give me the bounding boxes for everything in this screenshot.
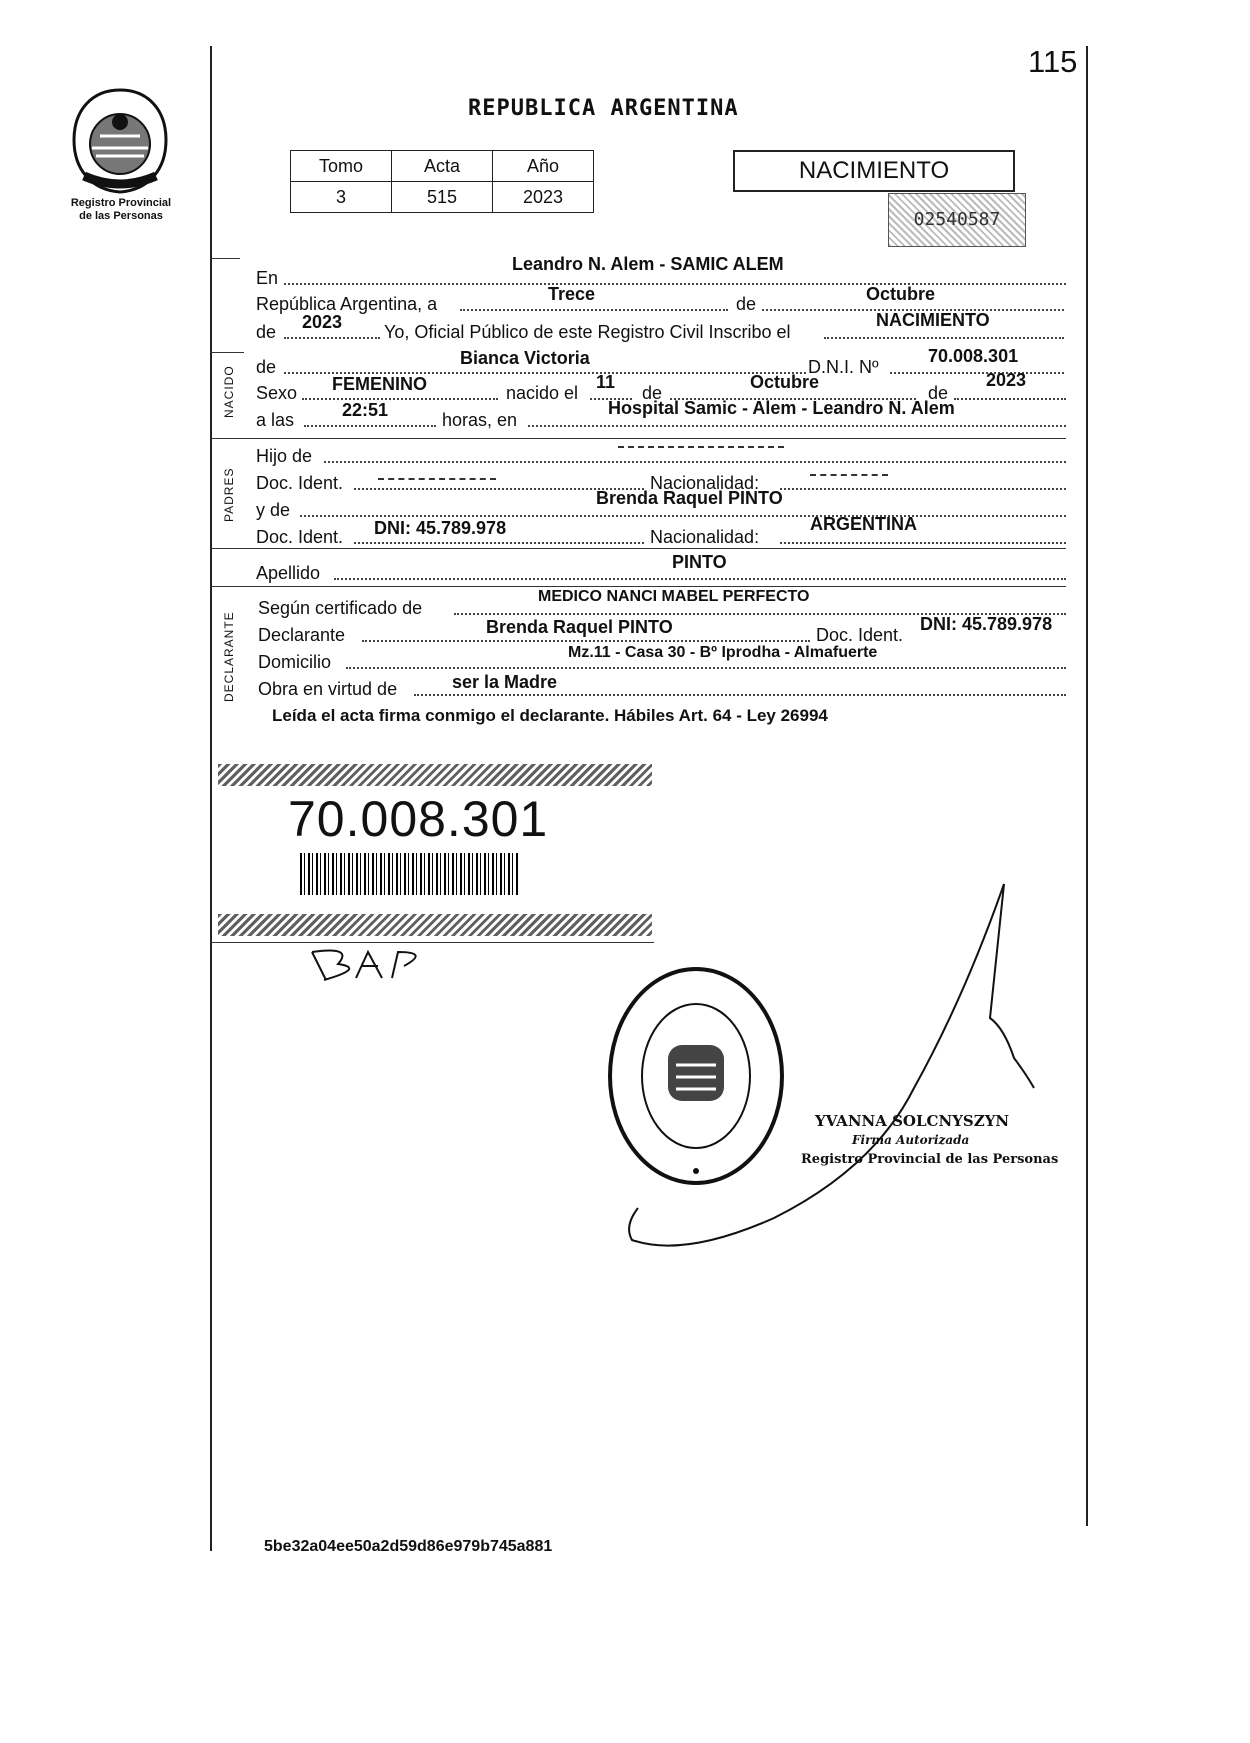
birth-place: Hospital Samic - Alem - Leandro N. Alem [608,398,955,418]
stamp-big-number: 70.008.301 [288,791,549,847]
dotted-line [302,398,498,400]
section-rule [210,352,244,353]
nacido-de-label: de [256,357,277,377]
signer-role: Firma Autorizada [852,1133,970,1147]
dotted-line [460,309,728,311]
acta-header: Acta [392,151,493,182]
registration-month: Octubre [866,284,936,304]
horas-label: horas, en [442,410,518,430]
birth-time: 22:51 [342,400,389,420]
dotted-line [304,425,436,427]
initials-signature [306,944,436,986]
dotted-line [890,372,1064,374]
dotted-line [346,667,1066,669]
dotted-line [300,515,1066,517]
y-de-label: y de [256,500,291,520]
dni-label: D.N.I. Nº [808,357,879,377]
de-label: de [736,294,757,314]
declarante-section-label: DECLARANTE [222,611,236,702]
apellido-label: Apellido [256,563,321,583]
declarante-value: Brenda Raquel PINTO [486,617,673,637]
blank-strike [378,478,496,480]
obra-label: Obra en virtud de [258,679,398,699]
agency-caption [56,197,186,223]
birth-month: Octubre [750,372,820,392]
security-band [218,764,652,786]
mother-nationality-label: Nacionalidad: [650,527,760,547]
declarante-doc-value: DNI: 45.789.978 [920,614,1053,634]
de-year-label: de [256,322,277,342]
apellido-value: PINTO [672,552,727,572]
top-left-rule [210,258,240,259]
register-table [290,150,594,213]
registry-place: Leandro N. Alem - SAMIC ALEM [512,254,784,274]
oficial-label: Yo, Oficial Público de este Registro Civil Inscribo el [384,322,791,342]
domicilio-value: Mz.11 - Casa 30 - Bº Iprodha - Almafuerte [568,644,878,661]
hijo-de-label: Hijo de [256,446,313,466]
right-margin-line [1086,46,1088,1526]
handwritten-signature [624,878,1064,1278]
cert-value: MEDICO NANCI MABEL PERFECTO [538,588,810,605]
country-title: REPUBLICA ARGENTINA [468,96,739,121]
tomo-header: Tomo [291,151,392,182]
document-hash: 5be32a04ee50a2d59d86e979b745a881 [264,1538,553,1555]
father-doc-label: Doc. Ident. [256,473,344,493]
birth-year: 2023 [986,370,1027,390]
anio-value: 2023 [493,182,594,213]
dotted-line [284,283,1066,285]
mother-name: Brenda Raquel PINTO [596,488,783,508]
obra-value: ser la Madre [452,672,558,692]
section-rule [210,586,1066,587]
barcode [300,853,518,895]
birth-day: 11 [596,372,616,392]
dotted-line [780,488,1066,490]
dotted-line [824,337,1064,339]
page-number: 115 [1028,44,1078,79]
child-name: Bianca Victoria [460,348,590,368]
stamp-rule [210,942,654,943]
register-header-row [291,151,594,182]
dotted-line [284,337,380,339]
registration-day: Trece [548,284,596,304]
section-rule [210,438,1066,439]
child-dni: 70.008.301 [928,346,1019,366]
mother-doc-label: Doc. Ident. [256,527,344,547]
signer-organization: Registro Provincial de las Personas [801,1152,1059,1167]
registration-record-type: NACIMIENTO [876,310,990,330]
dotted-line [954,398,1066,400]
mother-doc: DNI: 45.789.978 [374,518,507,538]
dotted-line [354,542,644,544]
section-rule [210,548,1066,549]
registration-year: 2023 [302,312,343,332]
republic-label: República Argentina, a [256,294,438,314]
padres-section-label: PADRES [222,467,236,522]
province-logo [70,86,170,196]
closing-note: Leída el acta firma conmigo el declarante. Hábiles Art. 64 - Ley 26994 [272,706,828,725]
dotted-line [324,461,1066,463]
acta-value: 515 [392,182,493,213]
blank-strike [618,446,784,448]
de-label: de [642,383,663,403]
cert-label: Según certificado de [258,598,423,618]
nacido-el-label: nacido el [506,383,579,403]
agency-caption-line2: de las Personas [79,210,163,222]
declarante-doc-label: Doc. Ident. [816,625,904,645]
father-nationality-label: Nacionalidad: [650,473,760,493]
mother-nationality: ARGENTINA [810,514,917,534]
certificate-number: 02540587 [888,193,1026,247]
record-type-box: NACIMIENTO [733,150,1015,192]
security-band [218,914,652,936]
left-margin-line [210,46,212,1551]
child-sex: FEMENINO [332,374,428,394]
en-label: En [256,268,279,288]
anio-header: Año [493,151,594,182]
dotted-line [414,694,1066,696]
nacido-section-label: NACIDO [222,365,236,418]
dotted-line [362,640,810,642]
sexo-label: Sexo [256,383,298,403]
dotted-line [528,425,1066,427]
domicilio-label: Domicilio [258,652,332,672]
declarante-label: Declarante [258,625,346,645]
blank-strike [810,474,888,476]
a-las-label: a las [256,410,295,430]
register-value-row [291,182,594,213]
agency-caption-line1: Registro Provincial [70,197,172,209]
de-label: de [928,383,949,403]
dotted-line [334,578,1066,580]
dotted-line [780,542,1066,544]
signer-name: YVANNA SOLCNYSZYN [815,1112,1010,1130]
tomo-value: 3 [291,182,392,213]
